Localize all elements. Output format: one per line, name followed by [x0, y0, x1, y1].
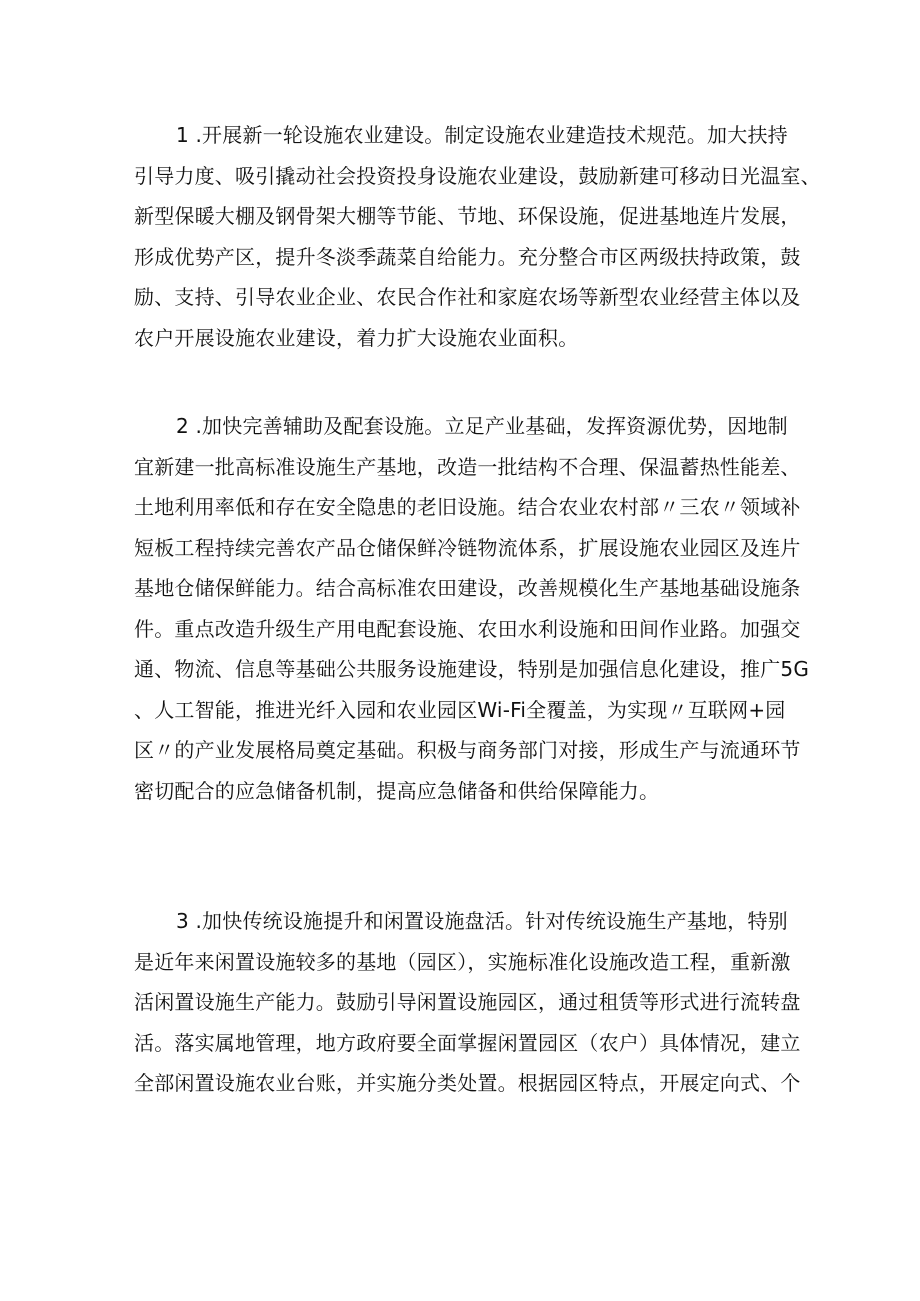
paragraph-line: 宜新建一批高标准设施生产基地，改造一批结构不合理、保温蓄热性能差、	[134, 454, 801, 479]
paragraph-line: 农户开展设施农业建设，着力扩大设施农业面积。	[134, 325, 579, 350]
paragraph-line: 形成优势产区，提升冬淡季蔬菜自给能力。充分整合市区两级扶持政策，鼓	[134, 244, 801, 269]
paragraph-line: 密切配合的应急储备机制，提高应急储备和供给保障能力。	[134, 778, 660, 803]
paragraph-line: 励、支持、引导农业企业、农民合作社和家庭农场等新型农业经营主体以及	[134, 285, 801, 309]
paragraph-line: 是近年来闲置设施较多的基地（园区），实施标准化设施改造工程，重新激	[134, 949, 791, 974]
paragraph-line: 短板工程持续完善农产品仓储保鲜冷链物流体系，扩展设施农业园区及连片	[134, 535, 801, 560]
paragraph-line: 全部闲置设施农业台账，并实施分类处置。根据园区特点，开展定向式、个	[134, 1071, 801, 1095]
paragraph-line: 新型保暖大棚及钢骨架大棚等节能、节地、环保设施，促进基地连片发展，	[134, 204, 801, 228]
paragraph-line: 件。重点改造升级生产用电配套设施、农田水利设施和田间作业路。加强交	[134, 616, 801, 641]
paragraph-1	[134, 115, 821, 358]
paragraph-3	[134, 901, 804, 1104]
paragraph-line: 活闲置设施生产能力。鼓励引导闲置设施园区，通过租赁等形式进行流转盘	[134, 990, 801, 1014]
paragraph-line: 2 .加快完善辅助及配套设施。立足产业基础，发挥资源优势，因地制	[176, 414, 788, 438]
paragraph-line: 区〃的产业发展格局奠定基础。积极与商务部门对接，形成生产与流通环节	[134, 738, 801, 762]
paragraph-line: 1 .开展新一轮设施农业建设。制定设施农业建造技术规范。加大扶持	[176, 123, 788, 147]
paragraph-line: 3 .加快传统设施提升和闲置设施盘活。针对传统设施生产基地，特别	[176, 909, 788, 933]
paragraph-line: 土地利用率低和存在安全隐患的老旧设施。结合农业农村部〃三农〃领域补	[134, 495, 801, 519]
paragraph-line: 活。落实属地管理，地方政府要全面掌握闲置园区（农户）具体情况，建立	[134, 1030, 801, 1055]
paragraph-line: 、人工智能，推进光纤入园和农业园区Wi-Fi全覆盖，为实现〃互联网+园	[134, 697, 786, 722]
paragraph-2	[134, 406, 810, 811]
paragraph-line: 通、物流、信息等基础公共服务设施建设，特别是加强信息化建设，推广5G	[134, 657, 810, 681]
paragraph-line: 引导力度、吸引撬动社会投资投身设施农业建设，鼓励新建可移动日光温室、	[134, 163, 821, 188]
paragraph-line: 基地仓储保鲜能力。结合高标准农田建设，改善规模化生产基地基础设施条	[134, 576, 801, 600]
